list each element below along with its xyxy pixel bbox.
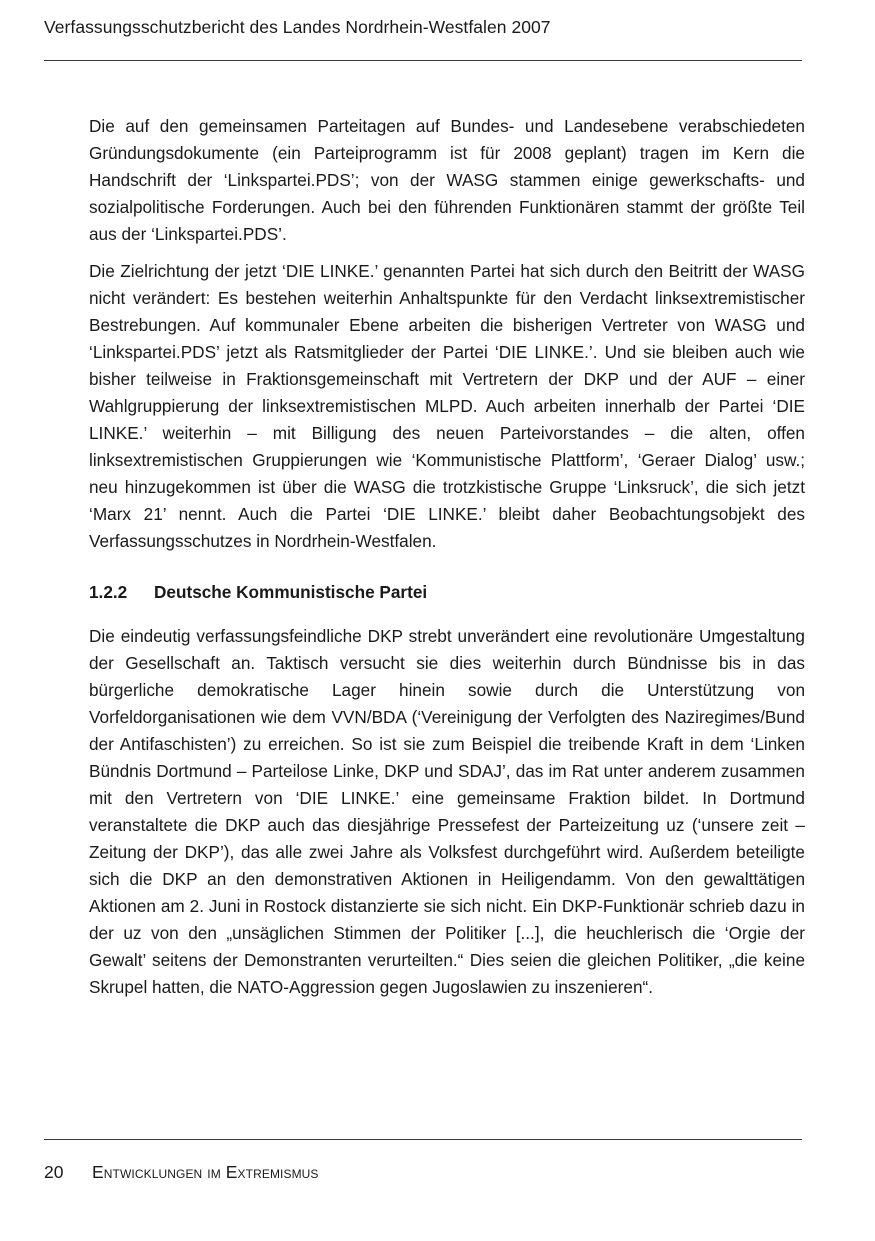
body-paragraph: Die auf den gemeinsamen Parteitagen auf Bundes- und Landesebene verabschiedeten Gründungsdokumente (ein Parteiprogramm ist für 2008 geplant) tragen im Kern die Handschrift der ‘Linkspartei.PDS’; von der WASG stammen einige gewerkschafts- und sozialpolitische Forderungen. Auch bei den führenden Funktionären stammt der größte Teil aus der ‘Linkspartei.PDS’. (89, 116, 805, 244)
heading-spacer (89, 555, 805, 579)
body-paragraph: Die Zielrichtung der jetzt ‘DIE LINKE.’ genannten Partei hat sich durch den Beitritt der WASG nicht verändert: Es bestehen weiterhin Anhaltspunkte für den Verdacht linksextremistischer Bestrebungen. Auf kommunaler Ebene arbeiten die bisherigen Vertreter von WASG und ‘Linkspartei.PDS’ jetzt als Ratsmitglieder der Partei ‘DIE LINKE.’. Und sie bleiben auch wie bisher teilweise in Fraktionsgemeinschaft mit Vertretern der DKP und der AUF – einer Wahlgruppierung der linksextremistischen MLPD. Auch arbeiten innerhalb der Partei ‘DIE LINKE.’ weiterhin – mit Billigung des neuen Parteivorstandes – die alten, offen linksextremistischen Gruppierungen wie ‘Kommunistische Plattform’, ‘Geraer Dialog’ usw.; neu hinzugekommen ist über die WASG die trotzkistische Gruppe ‘Linksruck’, die sich jetzt ‘Marx 21’ nennt. Auch die Partei ‘DIE LINKE.’ bleibt daher Beobachtungsobjekt des Verfassungsschutzes in Nordrhein-Westfalen. (89, 261, 805, 551)
section-title: Deutsche Kommunistische Partei (154, 582, 428, 602)
page-content (89, 113, 805, 1001)
heading-spacer (89, 606, 805, 623)
paragraph-spacer (89, 248, 805, 258)
footer-section-title: Entwicklungen im Extremismus (92, 1162, 319, 1182)
running-header: Verfassungsschutzbericht des Landes Nordrhein-Westfalen 2007 (44, 17, 551, 37)
page-number: 20 (44, 1162, 64, 1182)
footer-divider (44, 1139, 802, 1140)
section-number: 1.2.2 (89, 582, 128, 602)
body-paragraph: Die eindeutig verfassungsfeindliche DKP strebt unverändert eine revolutionäre Umgestaltung der Gesellschaft an. Taktisch versucht sie dies weiterhin durch Bündnisse bis in das bürgerliche demokratische Lager hinein sowie durch die Unterstützung von Vorfeldorganisationen wie dem VVN/BDA (‘Vereinigung der Verfolgten des Naziregimes/Bund der Antifaschisten’) zu erreichen. So ist sie zum Beispiel die treibende Kraft in dem ‘Linken Bündnis Dortmund – Parteilose Linke, DKP und SDAJ’, das im Rat unter anderem zusammen mit den Vertretern von ‘DIE LINKE.’ eine gemeinsame Fraktion bildet. In Dortmund veranstaltete die DKP auch das diesjährige Pressefest der Parteizeitung uz (‘unsere zeit – Zeitung der DKP’), das alle zwei Jahre als Volksfest durchgeführt wird. Außerdem beteiligte sich die DKP an den demonstrativen Aktionen in Heiligendamm. Von den gewalttätigen Aktionen am 2. Juni in Rostock distanzierte sie sich nicht. Ein DKP-Funktionär schrieb dazu in der uz von den „unsäglichen Stimmen der Politiker [...], die heuchlerisch die ‘Orgie der Gewalt’ seitens der Demonstranten verurteilten.“ Dies seien die gleichen Politiker, „die keine Skrupel hatten, die NATO-Aggression gegen Jugoslawien zu inszenieren“. (89, 626, 805, 997)
section-heading (89, 579, 805, 606)
page-footer (44, 1162, 319, 1183)
header-divider (44, 60, 802, 61)
